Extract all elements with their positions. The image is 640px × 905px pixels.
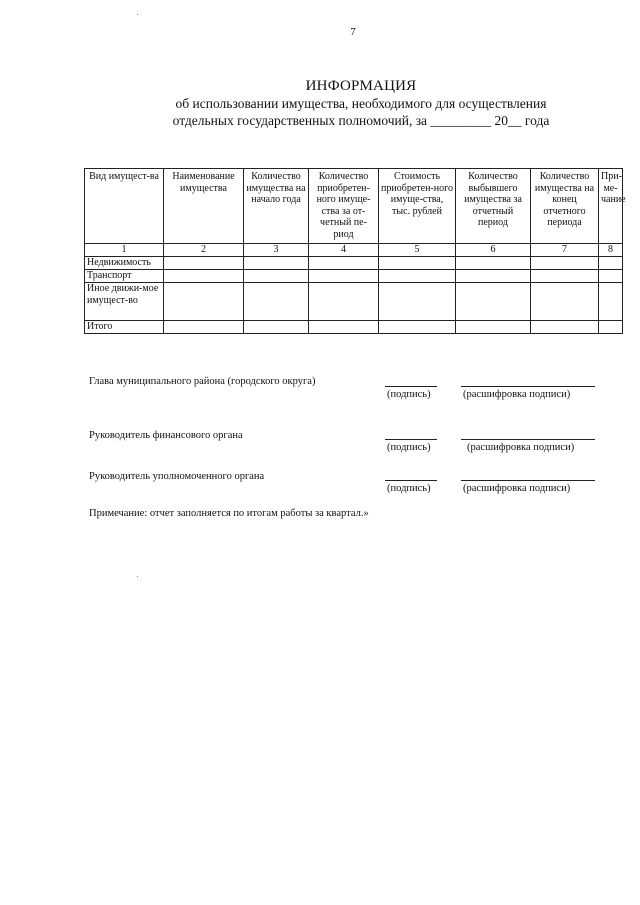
column-number: 5	[379, 244, 456, 257]
subtitle-period-text: отдельных государственных полномочий, за	[172, 113, 428, 128]
column-header: Количество выбывшего имущества за отчетный период	[456, 169, 531, 244]
signature-decode-caption: (расшифровка подписи)	[467, 442, 575, 453]
table-header-row	[85, 169, 623, 244]
table-cell	[309, 283, 379, 321]
period-blank: _________	[430, 113, 492, 128]
row-label: Транспорт	[85, 270, 164, 283]
table-cell	[599, 257, 623, 270]
page-number: 7	[350, 26, 356, 38]
column-header: При-ме-чание	[599, 169, 623, 244]
footnote: Примечание: отчет заполняется по итогам работы за квартал.»	[89, 508, 369, 519]
table-row	[85, 270, 623, 283]
document-subtitle-line-2	[0, 112, 640, 129]
column-number: 1	[85, 244, 164, 257]
signature-decode-line	[461, 439, 595, 440]
column-header: Количество имущества на начало года	[244, 169, 309, 244]
signature-caption: (подпись)	[387, 442, 431, 453]
column-header: Вид имущест-ва	[85, 169, 164, 244]
table-cell	[456, 270, 531, 283]
year-blank: 20__	[494, 113, 522, 128]
document-header	[0, 78, 640, 129]
table-cell	[379, 283, 456, 321]
table-cell	[244, 270, 309, 283]
signature-line	[385, 480, 437, 481]
table-row	[85, 321, 623, 334]
table-row	[85, 257, 623, 270]
row-label: Недвижимость	[85, 257, 164, 270]
column-number: 8	[599, 244, 623, 257]
table-cell	[244, 321, 309, 334]
table-cell	[599, 270, 623, 283]
table-cell	[379, 270, 456, 283]
column-number-row	[85, 244, 623, 257]
property-usage-table	[84, 168, 626, 334]
signature-decode-line	[461, 480, 595, 481]
table-cell	[164, 283, 244, 321]
signature-decode-caption: (расшифровка подписи)	[463, 483, 571, 494]
table-cell	[164, 321, 244, 334]
table-cell	[456, 283, 531, 321]
signature-decode-caption: (расшифровка подписи)	[463, 389, 571, 400]
column-number: 3	[244, 244, 309, 257]
signature-caption: (подпись)	[387, 483, 431, 494]
column-header: Наименование имущества	[164, 169, 244, 244]
subtitle-year-word: года	[524, 113, 550, 128]
table-cell	[531, 270, 599, 283]
column-number: 7	[531, 244, 599, 257]
table-cell	[164, 257, 244, 270]
signatory-label: Руководитель уполномоченного органа	[89, 471, 265, 482]
signature-line	[385, 439, 437, 440]
scan-speck	[137, 576, 138, 577]
document-subtitle-line-1: об использовании имущества, необходимого для осуществления	[175, 96, 547, 111]
row-label: Иное движи-мое имущест-во	[85, 283, 164, 321]
table-cell	[531, 321, 599, 334]
column-header: Стоимость приобретен-ного имуще-ства, тыс. рублей	[379, 169, 456, 244]
table-row	[85, 283, 623, 321]
table-cell	[379, 257, 456, 270]
column-number: 4	[309, 244, 379, 257]
table-cell	[244, 283, 309, 321]
table-cell	[164, 270, 244, 283]
signatory-label: Руководитель финансового органа	[89, 430, 243, 441]
column-number: 2	[164, 244, 244, 257]
table-cell	[309, 270, 379, 283]
table-cell	[244, 257, 309, 270]
document-title: ИНФОРМАЦИЯ	[305, 78, 417, 94]
signature-decode-line	[461, 386, 595, 387]
signature-line	[385, 386, 437, 387]
table-cell	[309, 321, 379, 334]
table-cell	[456, 257, 531, 270]
table-cell	[599, 283, 623, 321]
table-cell	[309, 257, 379, 270]
column-number: 6	[456, 244, 531, 257]
table-cell	[456, 321, 531, 334]
scan-speck	[137, 14, 138, 15]
row-label: Итого	[85, 321, 164, 334]
signature-caption: (подпись)	[387, 389, 431, 400]
table-cell	[599, 321, 623, 334]
signatory-label: Глава муниципального района (городского округа)	[89, 376, 316, 387]
column-header: Количество приобретен-ного имуще-ства за от-четный пе-риод	[309, 169, 379, 244]
table-cell	[531, 257, 599, 270]
table-cell	[379, 321, 456, 334]
table-cell	[531, 283, 599, 321]
column-header: Количество имущества на конец отчетного периода	[531, 169, 599, 244]
